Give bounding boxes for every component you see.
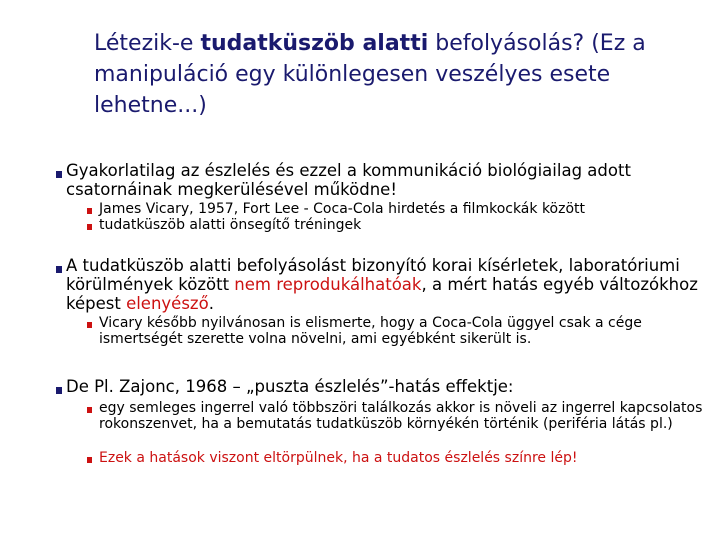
slide-title [94, 28, 704, 121]
bullet-2-highlight-2: elenyésző [126, 294, 209, 313]
bullet-1-sub-2-text: tudatküszöb alatti önsegítő tréningek [99, 217, 362, 233]
bullet-2-text-part-1: A tudatküszöb alatti befolyásolást bizonyító korai kísérletek, laboratóriumi körülmények között [66, 256, 680, 294]
bullet-2-text [66, 256, 706, 313]
title-bold-part: tudatküszöb alatti [200, 31, 429, 56]
bullet-3-sub-2-text: Ezek a hatások viszont eltörpülnek, ha a tudatos észlelés színre lép! [99, 450, 578, 466]
bullet-marker-3 [56, 387, 62, 394]
bullet-1-text: Gyakorlatilag az észlelés és ezzel a kommunikáció biológiailag adott csatornáinak megkerülésével működne! [66, 161, 631, 199]
bullet-3-text: De Pl. Zajonc, 1968 – „puszta észlelés”-hatás effektje: [66, 377, 514, 396]
bullet-2-text-part-3: , a mért hatás egyéb változókhoz képest [66, 275, 698, 313]
bullet-2-highlight-1: nem reprodukálhatóak [234, 275, 422, 294]
bullet-marker-1 [56, 171, 62, 178]
bullet-2-sub-1-text: Vicary később nyilvánosan is elismerte, hogy a Coca-Cola üggyel csak a cége ismertségét szerette volna növelni, ami egyébként sikerült is. [99, 315, 642, 347]
title-part-1: Létezik-e [94, 31, 201, 56]
bullet-marker-2 [56, 266, 62, 273]
bullet-3-sub-1-text: egy semleges ingerrel való többszöri találkozás akkor is növeli az ingerrel kapcsolatos rokonszenvet, ha a bemutatás tudatküszöb környékén történik (periféria látás pl.) [99, 400, 703, 432]
sub-bullet-marker-2-1 [87, 322, 92, 328]
bullet-2-text-part-5: . [208, 294, 214, 313]
bullet-1-sub-1-text: James Vicary, 1957, Fort Lee - Coca-Cola hirdetés a filmkockák között [99, 201, 586, 217]
sub-bullet-marker-3-1 [87, 407, 92, 413]
sub-bullet-marker-3-2 [87, 457, 92, 463]
sub-bullet-marker-1-2 [87, 224, 92, 230]
sub-bullet-marker-1-1 [87, 208, 92, 214]
title-part-3: befolyásolás? (Ez a manipuláció egy különlegesen veszélyes esete lehetne...) [94, 31, 646, 118]
